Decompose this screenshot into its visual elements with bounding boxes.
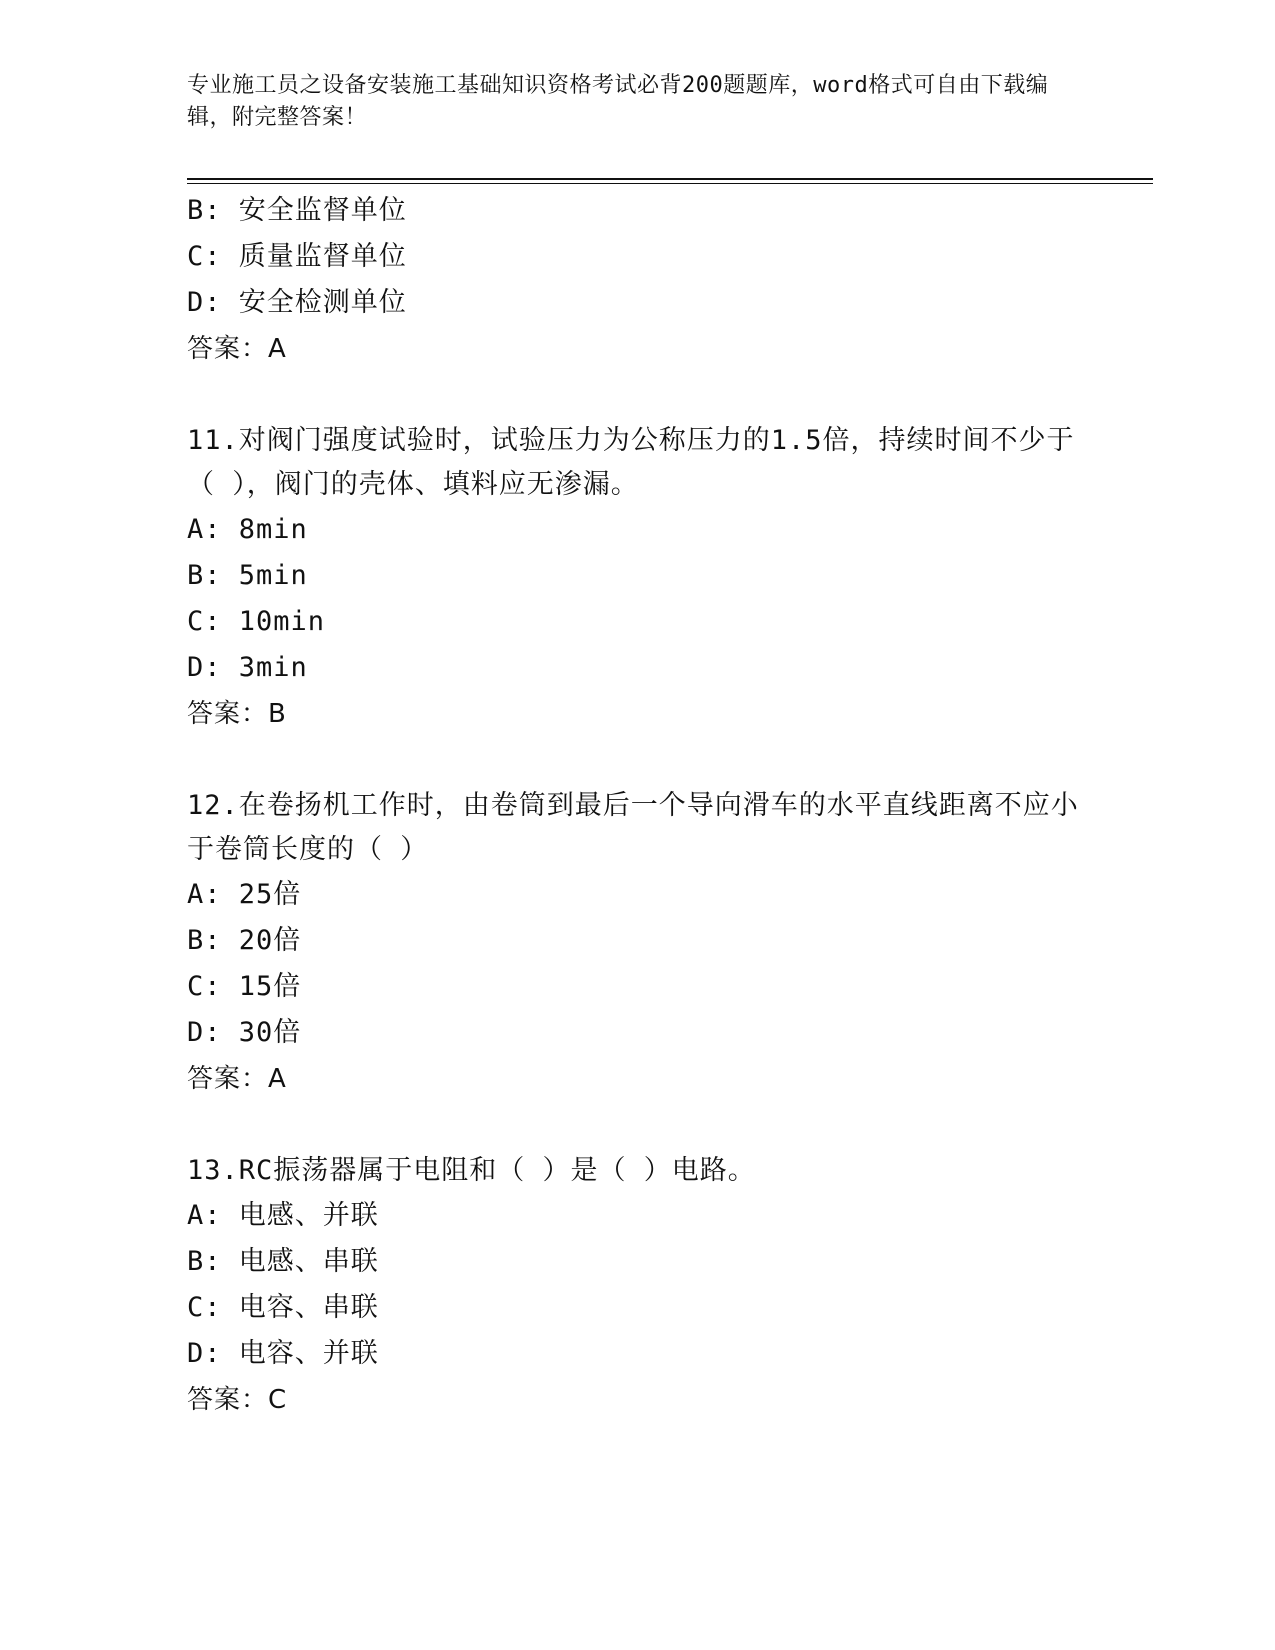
option-b: B: 5min bbox=[187, 560, 308, 591]
question-stem: 13.RC振荡器属于电阻和（ ）是（ ）电路。 bbox=[187, 1155, 756, 1186]
option-c: C: 15倍 bbox=[187, 971, 302, 1002]
option-a: A: 电感、并联 bbox=[187, 1200, 379, 1231]
option-a: A: 8min bbox=[187, 514, 308, 545]
document-content bbox=[187, 188, 1087, 1423]
question-12 bbox=[187, 784, 1087, 1102]
answer-line: 答案：B bbox=[187, 699, 287, 729]
option-a: A: 25倍 bbox=[187, 879, 302, 910]
option-c: C: 10min bbox=[187, 606, 326, 637]
option-b: B: 电感、串联 bbox=[187, 1246, 379, 1277]
option-d: D: 30倍 bbox=[187, 1017, 302, 1048]
option-c: C: 质量监督单位 bbox=[187, 241, 407, 272]
answer-line: 答案：A bbox=[187, 334, 287, 364]
spacer bbox=[187, 372, 1087, 419]
answer-line: 答案：A bbox=[187, 1064, 287, 1094]
question-13 bbox=[187, 1149, 1087, 1423]
option-d: D: 3min bbox=[187, 652, 308, 683]
spacer bbox=[187, 737, 1087, 784]
option-b: B: 20倍 bbox=[187, 925, 302, 956]
option-b: B: 安全监督单位 bbox=[187, 195, 407, 226]
question-stem: 12.在卷扬机工作时，由卷筒到最后一个导向滑车的水平直线距离不应小于卷筒长度的（ ） bbox=[187, 790, 1079, 865]
document-header: 专业施工员之设备安装施工基础知识资格考试必背200题题库，word格式可自由下载编辑，附完整答案！ bbox=[187, 73, 1049, 130]
option-d: D: 安全检测单位 bbox=[187, 287, 407, 318]
header-rule-thin bbox=[187, 183, 1153, 184]
header-rule-thick bbox=[187, 178, 1153, 180]
question-stem: 11.对阀门强度试验时，试验压力为公称压力的1.5倍，持续时间不少于（ ），阀门的壳体、填料应无渗漏。 bbox=[187, 425, 1075, 500]
spacer bbox=[187, 1102, 1087, 1149]
option-c: C: 电容、串联 bbox=[187, 1292, 379, 1323]
question-11 bbox=[187, 419, 1087, 737]
question-fragment bbox=[187, 188, 1087, 372]
answer-line: 答案：C bbox=[187, 1385, 288, 1415]
option-d: D: 电容、并联 bbox=[187, 1338, 379, 1369]
